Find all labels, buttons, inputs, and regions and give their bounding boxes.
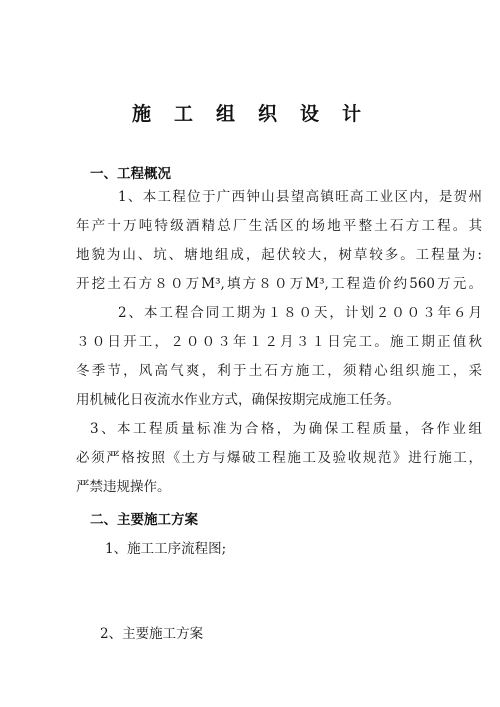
paragraph-text: 地貌为山、坑、塘地组成，起伏较大，树草较多。工程量为:: [76, 247, 482, 263]
paragraph-text: 严禁违规操作。: [76, 479, 171, 495]
subsection-item-process-flowchart: 1、施工工序流程图;: [105, 541, 227, 557]
paragraph-text: 必须严格按照《土方与爆破工程施工及验收规范》进行施工，: [76, 450, 482, 466]
document-title: 施工组织设计: [131, 103, 384, 125]
paragraph-text: 开挖土石方８０万M³,填方８０万M³,工程造价约560万元。: [76, 276, 482, 292]
paragraph-text: ３０日开工，２００３年１２月３１日完工。施工期正值秋: [76, 334, 482, 350]
subsection-item-main-plan: 2、主要施工方案: [100, 626, 204, 642]
paragraph-text: 1、本工程位于广西钟山县望高镇旺高工业区内，是贺州: [118, 189, 482, 205]
section-heading-overview: 一、工程概况: [90, 166, 171, 182]
paragraph-text: 冬季节，风高气爽，利于土石方施工，须精心组织施工，采: [76, 363, 482, 379]
paragraph-text: 3、本工程质量标准为合格，为确保工程质量，各作业组: [90, 421, 482, 437]
paragraph-text: 年产十万吨特级酒精总厂生活区的场地平整土石方工程。其: [76, 218, 482, 234]
paragraph-text: 2、本工程合同工期为１８０天，计划２００３年６月: [118, 305, 482, 321]
paragraph-text: 用机械化日夜流水作业方式，确保按期完成施工任务。: [76, 392, 400, 408]
section-heading-construction-plan: 二、主要施工方案: [90, 512, 198, 528]
